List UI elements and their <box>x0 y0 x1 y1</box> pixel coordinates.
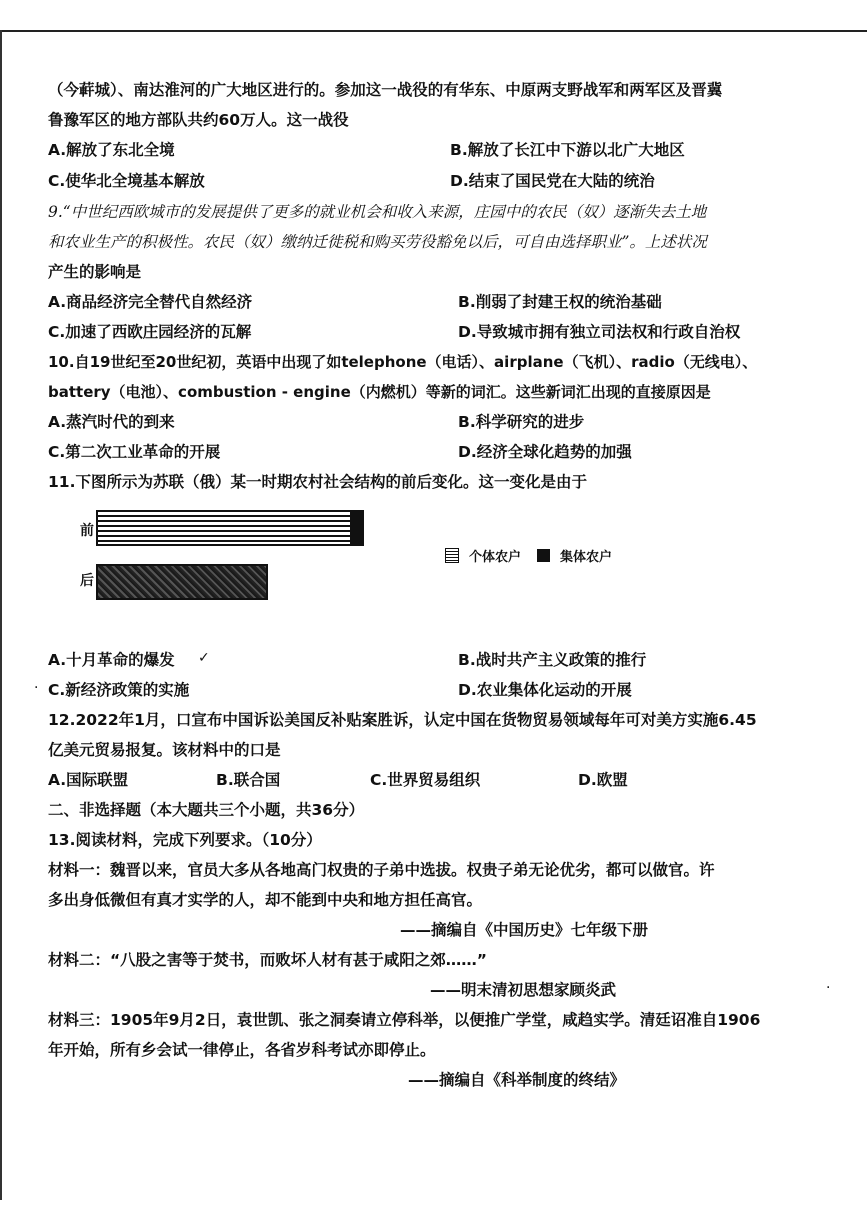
q11-option-b[interactable]: B.战时共产主义政策的推行 <box>458 651 647 669</box>
q12-stem-line-1: 12.2022年1月，口宣布中国诉讼美国反补贴案胜诉，认定中国在货物贸易领域每年可对美方实施6.45 <box>48 711 757 729</box>
q10-stem-line-2: battery（电池）、combustion - engine（内燃机）等新的词汇。这些新词汇出现的直接原因是 <box>48 383 711 401</box>
q12-option-a[interactable]: A.国际联盟 <box>48 771 129 789</box>
q8-stem-line-2: 鲁豫军区的地方部队共约60万人。这一战役 <box>48 111 349 129</box>
q8-stem-line-1: （今蓒城）、南达淮河的广大地区进行的。参加这一战役的有华东、中原两支野战军和两军区及晋冀 <box>48 81 723 99</box>
q13-material-1-line-1: 材料一：魏晋以来，官员大多从各地高门权贵的子弟中选拔。权贵子弟无论优劣，都可以做官。许 <box>48 861 715 879</box>
q10-option-b[interactable]: B.科学研究的进步 <box>458 413 585 431</box>
rural-structure-chart <box>80 508 700 608</box>
pen-check-mark-icon: ✓ <box>198 650 210 666</box>
chart-legend <box>445 546 612 565</box>
q12-option-d[interactable]: D.欧盟 <box>578 771 628 789</box>
q11-option-a[interactable]: A.十月革命的爆发 <box>48 651 175 669</box>
q10-stem-line-1: 10.自19世纪至20世纪初，英语中出现了如telephone（电话）、airplane（飞机）、radio（无线电）、 <box>48 353 758 371</box>
legend-individual-label: 个体农户 <box>469 550 522 565</box>
q11-option-c[interactable]: C.新经济政策的实施 <box>48 681 190 699</box>
legend-collective-label: 集体农户 <box>560 550 613 565</box>
bar-after-collective-farmers <box>96 564 268 600</box>
q8-option-c[interactable]: C.使华北全境基本解放 <box>48 172 205 190</box>
q10-option-d[interactable]: D.经济全球化趋势的加强 <box>458 443 632 461</box>
q11-stem: 11.下图所示为苏联（俄）某一时期农村社会结构的前后变化。这一变化是由于 <box>48 473 587 491</box>
pen-dot-mark-icon: · <box>34 680 39 696</box>
q13-material-1-source: ——摘编自《中国历史》七年级下册 <box>400 921 649 939</box>
q10-option-a[interactable]: A.蒸汽时代的到来 <box>48 413 175 431</box>
q9-option-a[interactable]: A.商品经济完全替代自然经济 <box>48 293 253 311</box>
stray-dot-mark-icon: · <box>826 980 831 996</box>
q9-stem-line-1: 9.“中世纪西欧城市的发展提供了更多的就业机会和收入来源，庄园中的农民（奴）逐渐失去土地 <box>48 203 707 221</box>
page-left-border <box>0 30 2 1200</box>
section-two-heading: 二、非选择题（本大题共三个小题，共36分） <box>48 801 365 819</box>
q9-stem-line-2: 和农业生产的积极性。农民（奴）缴纳迁徙税和购买劳役豁免以后，可自由选择职业”。上述状况 <box>48 233 707 251</box>
q13-material-3-line-1: 材料三：1905年9月2日，袁世凯、张之洞奏请立停科举，以便推广学堂，咸趋实学。清廷诏准自1906 <box>48 1011 761 1029</box>
page-top-border <box>0 30 867 32</box>
chart-before-label: 前 <box>80 523 94 539</box>
q12-option-c[interactable]: C.世界贸易组织 <box>370 771 481 789</box>
q13-material-3-source: ——摘编自《科举制度的终结》 <box>408 1071 626 1089</box>
q13-material-2-source: ——明末清初思想家顾炎武 <box>430 981 617 999</box>
q13-material-1-line-2: 多出身低微但有真才实学的人，却不能到中央和地方担任高官。 <box>48 891 483 909</box>
q8-option-b[interactable]: B.解放了长江中下游以北广大地区 <box>450 141 685 159</box>
q10-option-c[interactable]: C.第二次工业革命的开展 <box>48 443 221 461</box>
q11-option-d[interactable]: D.农业集体化运动的开展 <box>458 681 632 699</box>
bar-before-individual-farmers <box>96 510 364 546</box>
q9-option-c[interactable]: C.加速了西欧庄园经济的瓦解 <box>48 323 252 341</box>
q13-material-3-line-2: 年开始，所有乡会试一律停止，各省岁科考试亦即停止。 <box>48 1041 436 1059</box>
q13-material-2: 材料二：“八股之害等于焚书，而败坏人材有甚于咸阳之郊……” <box>48 951 487 969</box>
legend-striped-swatch-icon <box>445 548 459 563</box>
q12-option-b[interactable]: B.联合国 <box>216 771 281 789</box>
q9-stem-line-3: 产生的影响是 <box>48 263 142 281</box>
q9-option-d[interactable]: D.导致城市拥有独立司法权和行政自治权 <box>458 323 741 341</box>
q12-stem-line-2: 亿美元贸易报复。该材料中的口是 <box>48 741 281 759</box>
legend-solid-swatch-icon <box>537 549 550 562</box>
chart-after-label: 后 <box>80 573 94 589</box>
q8-option-d[interactable]: D.结束了国民党在大陆的统治 <box>450 172 655 190</box>
q8-option-a[interactable]: A.解放了东北全境 <box>48 141 175 159</box>
q9-option-b[interactable]: B.削弱了封建王权的统治基础 <box>458 293 662 311</box>
bar-before-collective-farmers <box>350 510 362 546</box>
q13-stem: 13.阅读材料，完成下列要求。（10分） <box>48 831 322 849</box>
